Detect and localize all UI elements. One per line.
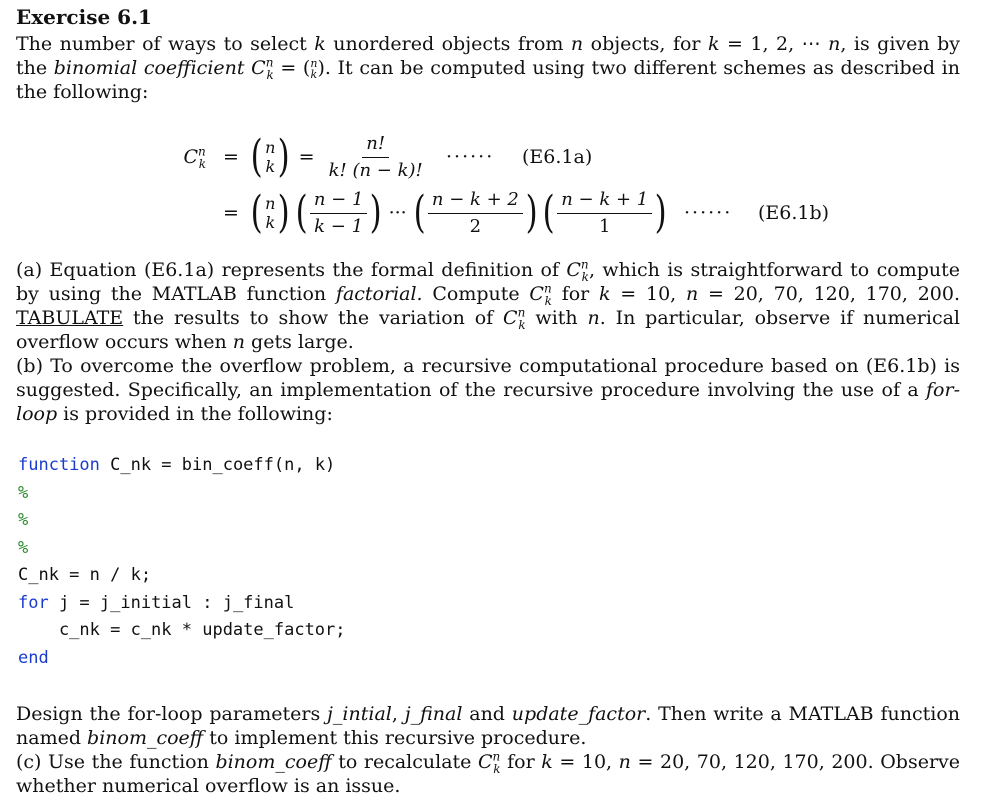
code-line-comment: % xyxy=(18,510,29,530)
equation-label-e6-1b: (E6.1b) xyxy=(758,202,830,224)
binomial-n-k: ( n k ) xyxy=(250,131,291,182)
design-paragraph: Design the for-loop parameters j_intial, j_final and update_factor. Then write a MATLAB function named binom_coeff to implement this recursive procedure. xyxy=(16,703,960,749)
matlab-code-block xyxy=(18,452,960,672)
intro-paragraph: The number of ways to select k unordered objects from n objects, for k = 1, 2, ⋯ n, is given by the binomial coefficient $C^n_k$ = ( n k ). It can be computed using two different schemes as described in the following: xyxy=(16,33,961,103)
exercise-page xyxy=(16,4,960,798)
code-line-for: for j = j_initial : j_final xyxy=(18,592,295,613)
part-a-paragraph: (a) Equation (E6.1a) represents the formal definition of $C^n_k$, which is straightforward to compute by using the MATLAB function factorial. Compute $C^n_k$ for k = 10, n = 20, 70, 120, 170, 200. TABULATE the results to show the variation of $C^n_k$ with n. In particular, observe if numerical overflow occurs when n gets large. xyxy=(16,257,961,353)
fraction-term-1: ( $\frac{n - 1}{k - 1}$ ) xyxy=(295,187,383,238)
equation-e6-1a: $C^n_k$ = ( n k ) = $\frac{n!}{k! (n - k)!}$ ······ (E6.1a) xyxy=(16,128,960,186)
code-line-comment: % xyxy=(18,482,29,503)
part-c-paragraph: (c) Use the function binom_coeff to recalculate $C^n_k$ for k = 10, n = 20, 70, 120, 170, 200. Observe whether numerical overflow is an issue. xyxy=(16,749,961,797)
tabulate-emphasis: TABULATE xyxy=(16,307,124,329)
equation-label-e6-1a: (E6.1a) xyxy=(522,146,593,168)
code-line-function: function C_nk = bin_coeff(n, k) xyxy=(18,455,336,475)
code-line-end: end xyxy=(18,647,49,668)
equation-block xyxy=(16,128,960,246)
code-line-init: C_nk = n / k; xyxy=(18,565,152,585)
code-line-update: c_nk = c_nk * update_factor; xyxy=(18,620,346,640)
lhs-c-n-k: $C^n_k$ xyxy=(183,144,206,171)
equation-e6-1b: = ( n k ) ( $\frac{n - 1}{k - 1}$ ) ··· ( $\frac{n - k + 2}{2}$ ) ( $\frac{n - k + 1}{1}$ ) ······ (E6.1b) xyxy=(223,187,830,238)
fraction-term-3: ( $\frac{n - k + 1}{1}$ ) xyxy=(542,187,667,238)
exercise-title: Exercise 6.1 xyxy=(16,5,152,29)
code-line-comment: % xyxy=(18,537,29,558)
fraction-term-2: ( $\frac{n - k + 2}{2}$ ) xyxy=(413,187,538,238)
binomial-n-k: ( n k ) xyxy=(250,187,291,238)
part-b-paragraph: (b) To overcome the overflow problem, a recursive computational procedure based on (E6.1b) is suggested. Specifically, an implementation of the recursive procedure involving the use of a for-loop is provided in the following: xyxy=(16,355,960,425)
factorial-fraction: $\frac{n!}{k! (n - k)!}$ xyxy=(328,132,423,181)
